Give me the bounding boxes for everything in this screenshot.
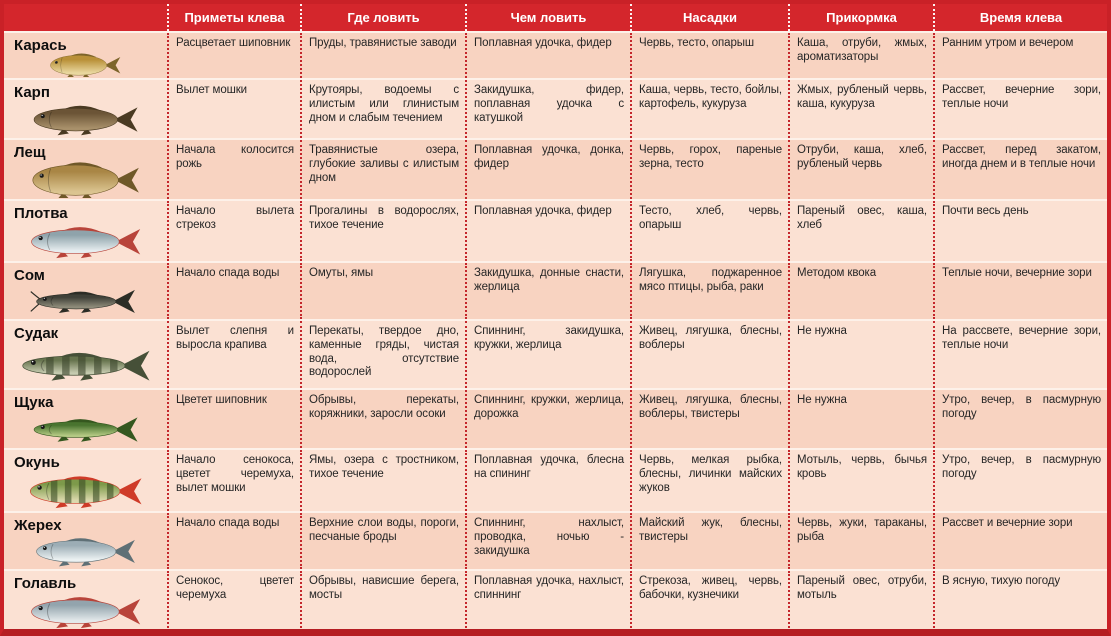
cell-bite-time: Утро, вечер, в пасмурную погоду <box>933 390 1107 448</box>
fish-name: Судак <box>14 325 59 342</box>
cell-bite-signs: Начало спада воды <box>167 513 300 569</box>
column-header: Чем ловить <box>465 4 630 31</box>
cell-baits: Живец, лягушка, блесны, воблеры, твистеры <box>630 390 788 448</box>
cell-where-to-fish: Верхние слои воды, пороги, песчаные броды <box>300 513 465 569</box>
cell-tackle: Спиннинг, закидушка, кружки, жерлица <box>465 321 630 388</box>
fish-name: Лещ <box>14 144 46 161</box>
cell-bite-signs: Вылет слепня и выросла крапива <box>167 321 300 388</box>
table-row <box>4 319 1107 388</box>
cell-bite-time: Почти весь день <box>933 201 1107 261</box>
cell-where-to-fish: Перекаты, твердое дно, каменные гряды, чистая вода, отсутствие водорослей <box>300 321 465 388</box>
cell-tackle: Поплавная удочка, нахлыст, спиннинг <box>465 571 630 631</box>
cell-bite-time: На рассвете, вечерние зори, теплые ночи <box>933 321 1107 388</box>
cell-where-to-fish: Ямы, озера с тростником, тихое течение <box>300 450 465 511</box>
cell-bite-signs: Начало спада воды <box>167 263 300 319</box>
cell-baits: Живец, лягушка, блесны, воблеры <box>630 321 788 388</box>
cell-baits: Стрекоза, живец, червь, бабочки, кузнечики <box>630 571 788 631</box>
roach-fish-icon <box>10 218 159 260</box>
cell-where-to-fish: Травянистые озера, глубокие заливы с илистым дном <box>300 140 465 199</box>
cell-groundbait: Червь, жуки, тараканы, рыба <box>788 513 933 569</box>
fish-cell <box>4 140 167 199</box>
column-header: Время клева <box>933 4 1107 31</box>
cell-baits: Червь, мелкая рыбка, блесны, личинки майских жуков <box>630 450 788 511</box>
fish-name: Карась <box>14 37 67 54</box>
table-row <box>4 78 1107 138</box>
cell-baits: Тесто, хлеб, червь, опарыш <box>630 201 788 261</box>
cell-baits: Червь, тесто, опарыш <box>630 33 788 78</box>
cell-baits: Лягушка, поджаренное мясо птицы, рыба, раки <box>630 263 788 319</box>
table-row <box>4 31 1107 78</box>
cell-groundbait: Пареный овес, каша, хлеб <box>788 201 933 261</box>
fish-name: Жерех <box>14 517 62 534</box>
cell-groundbait: Методом квока <box>788 263 933 319</box>
table-row <box>4 388 1107 448</box>
column-header: Насадки <box>630 4 788 31</box>
fish-name: Щука <box>14 394 54 411</box>
cell-groundbait: Не нужна <box>788 390 933 448</box>
cell-bite-time: Теплые ночи, вечерние зори <box>933 263 1107 319</box>
asp-fish-icon <box>10 530 159 568</box>
cell-bite-signs: Сенокос, цветет черемуха <box>167 571 300 631</box>
cell-bite-signs: Начало сенокоса, цветет черемуха, вылет мошки <box>167 450 300 511</box>
cell-bite-signs: Вылет мошки <box>167 80 300 138</box>
cell-tackle: Спиннинг, нахлыст, проводка, ночью - закидушка <box>465 513 630 569</box>
fish-cell <box>4 450 167 511</box>
cell-where-to-fish: Обрывы, нависшие берега, мосты <box>300 571 465 631</box>
cell-where-to-fish: Крутояры, водоемы с илистым или глинистым дном и слабым течением <box>300 80 465 138</box>
column-header-fish <box>4 4 167 31</box>
cell-bite-time: Рассвет и вечерние зори <box>933 513 1107 569</box>
cell-bite-time: Рассвет, вечерние зори, теплые ночи <box>933 80 1107 138</box>
chub-fish-icon <box>10 588 159 630</box>
table-row <box>4 448 1107 511</box>
carp-fish-icon <box>10 97 159 137</box>
cell-bite-time: Утро, вечер, в пасмурную погоду <box>933 450 1107 511</box>
cell-bite-signs: Начала колосится рожь <box>167 140 300 199</box>
table-header <box>4 4 1107 31</box>
zander-fish-icon <box>10 338 159 387</box>
cell-tackle: Закидушка, донные снасти, жерлица <box>465 263 630 319</box>
fish-cell <box>4 513 167 569</box>
table-row <box>4 569 1107 631</box>
cell-groundbait: Отруби, каша, хлеб, рубленый червь <box>788 140 933 199</box>
cell-bite-signs: Расцветает шиповник <box>167 33 300 78</box>
cell-groundbait: Жмых, рубленый червь, каша, кукуруза <box>788 80 933 138</box>
perch-fish-icon <box>10 467 159 510</box>
table-row <box>4 511 1107 569</box>
cell-bite-signs: Начало вылета стрекоз <box>167 201 300 261</box>
fish-cell <box>4 390 167 448</box>
fish-cell <box>4 80 167 138</box>
table-row <box>4 261 1107 319</box>
fish-cell <box>4 33 167 78</box>
fish-name: Плотва <box>14 205 68 222</box>
column-header: Прикормка <box>788 4 933 31</box>
fish-cell <box>4 571 167 631</box>
bream-fish-icon <box>10 157 159 198</box>
cell-groundbait: Мотыль, червь, бычья кровь <box>788 450 933 511</box>
table-row <box>4 138 1107 199</box>
pike-fish-icon <box>10 407 159 447</box>
cell-bite-time: Ранним утром и вечером <box>933 33 1107 78</box>
cell-tackle: Поплавная удочка, донка, фидер <box>465 140 630 199</box>
column-header: Приметы клева <box>167 4 300 31</box>
cell-groundbait: Пареный овес, отруби, мотыль <box>788 571 933 631</box>
cell-tackle: Закидушка, фидер, поплавная удочка с катушкой <box>465 80 630 138</box>
cell-where-to-fish: Омуты, ямы <box>300 263 465 319</box>
cell-where-to-fish: Обрывы, перекаты, коряжники, заросли осоки <box>300 390 465 448</box>
fish-cell <box>4 263 167 319</box>
cell-tackle: Поплавная удочка, фидер <box>465 201 630 261</box>
cell-baits: Майский жук, блесны, твистеры <box>630 513 788 569</box>
cell-tackle: Поплавная удочка, фидер <box>465 33 630 78</box>
cell-groundbait: Каша, отруби, жмых, ароматизаторы <box>788 33 933 78</box>
cell-bite-signs: Цветет шиповник <box>167 390 300 448</box>
table-row <box>4 199 1107 261</box>
column-header: Где ловить <box>300 4 465 31</box>
cell-bite-time: Рассвет, перед закатом, иногда днем и в теплые ночи <box>933 140 1107 199</box>
cell-baits: Каша, червь, тесто, бойлы, картофель, кукуруза <box>630 80 788 138</box>
fish-name: Сом <box>14 267 45 284</box>
cell-where-to-fish: Пруды, травянистые заводи <box>300 33 465 78</box>
cell-where-to-fish: Прогалины в водорослях, тихое течение <box>300 201 465 261</box>
cell-groundbait: Не нужна <box>788 321 933 388</box>
fish-name: Карп <box>14 84 50 101</box>
cell-tackle: Поплавная удочка, блесна на спининг <box>465 450 630 511</box>
catfish-fish-icon <box>10 280 159 318</box>
cell-tackle: Спиннинг, кружки, жерлица, дорожка <box>465 390 630 448</box>
fish-cell <box>4 201 167 261</box>
cell-bite-time: В ясную, тихую погоду <box>933 571 1107 631</box>
cell-baits: Червь, горох, пареные зерна, тесто <box>630 140 788 199</box>
fish-cell <box>4 321 167 388</box>
fish-name: Окунь <box>14 454 60 471</box>
table-body <box>4 31 1107 631</box>
fish-name: Голавль <box>14 575 77 592</box>
